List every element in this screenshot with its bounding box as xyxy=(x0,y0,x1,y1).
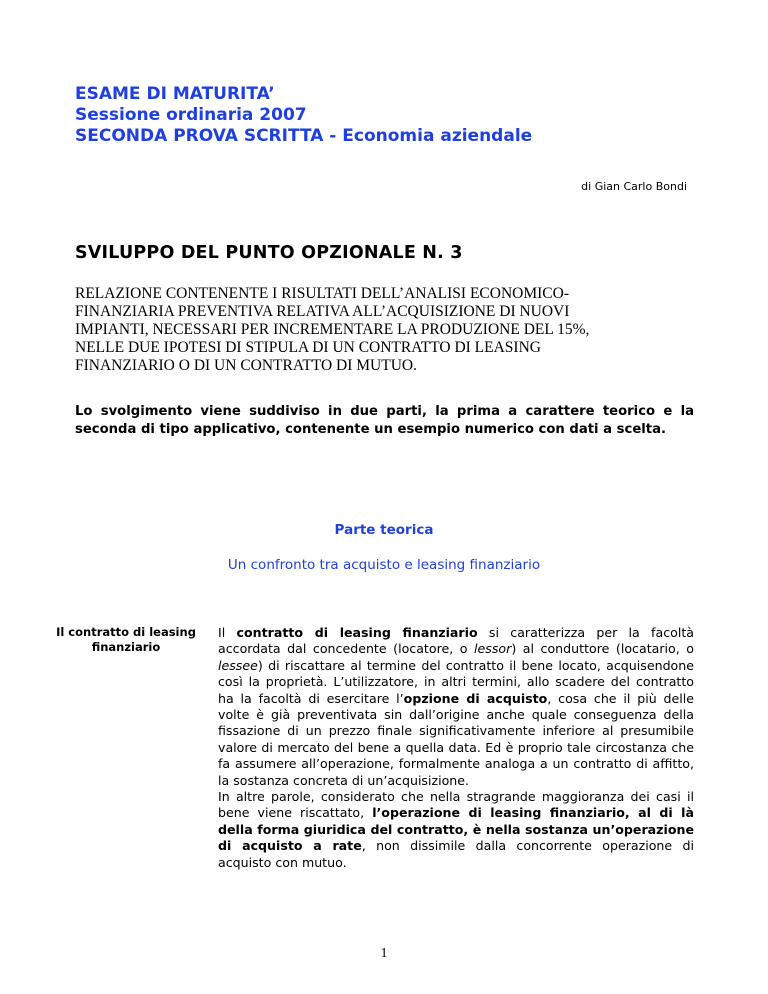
intro-paragraph: Lo svolgimento viene suddiviso in due parti, la prima a carattere teorico e la seconda di tipo applicativo, contenente un esempio numerico con dati a scelta. xyxy=(75,404,694,437)
header-line-1: ESAME DI MATURITA’ xyxy=(75,84,275,104)
document-header xyxy=(75,84,532,147)
relazione-line: RELAZIONE CONTENENTE I RISULTATI DELL’ANALISI ECONOMICO- xyxy=(75,285,569,302)
header-line-2: Sessione ordinaria 2007 xyxy=(75,105,307,125)
bold-term: contratto di leasing finanziario xyxy=(236,625,478,640)
relazione-line: NELLE DUE IPOTESI DI STIPULA DI UN CONTRATTO DI LEASING xyxy=(75,339,541,356)
header-line-3: SECONDA PROVA SCRITTA - Economia aziendale xyxy=(75,126,533,146)
body-text xyxy=(218,625,694,871)
paragraph-2 xyxy=(218,789,694,871)
text-run: , cosa che il più delle volte è già preventivata sin dall’origine anche quale conseguenza della fissazione di un prezzo finale significativamente inferiore al presumibile valore di mercato del bene a quella data. Ed è proprio tale circostanza che fa assumere all’operazione, formalmente analoga a un contratto di affitto, la sostanza concreta di un’acquisizione. xyxy=(218,690,694,788)
text-run: , non dissimile dalla concorrente operazione di acquisto con mutuo. xyxy=(218,838,695,870)
paragraph-1 xyxy=(218,625,694,789)
italic-term: lessor xyxy=(474,641,512,657)
text-run: In altre parole, considerato che nella stragrande maggioranza dei casi il bene viene riscattato, xyxy=(218,789,694,821)
italic-term: lessee xyxy=(218,657,258,673)
text-run: si caratterizza per la facoltà accordata dal concedente (locatore, o xyxy=(218,625,694,657)
author-line: di Gian Carlo Bondi xyxy=(581,180,687,193)
parte-teorica-heading: Parte teorica xyxy=(334,522,434,538)
text-run: Il xyxy=(218,625,237,640)
section-title: SVILUPPO DEL PUNTO OPZIONALE N. 3 xyxy=(75,243,463,263)
side-heading: Il contratto di leasing finanziario xyxy=(56,625,196,654)
relazione-title xyxy=(75,285,695,375)
text-run: ) di riscattare al termine del contratto il bene locato, acquisendone così la proprietà. L’utilizzatore, in altri termini, allo scadere del contratto ha la facoltà di esercitare l’ xyxy=(218,657,694,706)
bold-term: l’operazione di leasing finanziario, al di là della forma giuridica del contratto, è nella sostanza un’operazione di acquisto a rate xyxy=(218,805,694,854)
bold-term: opzione di acquisto xyxy=(403,690,548,706)
relazione-line: FINANZIARIA PREVENTIVA RELATIVA ALL’ACQUISIZIONE DI NUOVI xyxy=(75,303,570,320)
relazione-line: FINANZIARIO O DI UN CONTRATTO DI MUTUO. xyxy=(75,357,417,374)
relazione-line: IMPIANTI, NECESSARI PER INCREMENTARE LA PRODUZIONE DEL 15%, xyxy=(75,321,590,338)
text-run: ) al conduttore (locatario, o xyxy=(511,641,694,657)
confronto-subheading: Un confronto tra acquisto e leasing finanziario xyxy=(227,557,541,573)
page-number: 1 xyxy=(380,946,388,961)
